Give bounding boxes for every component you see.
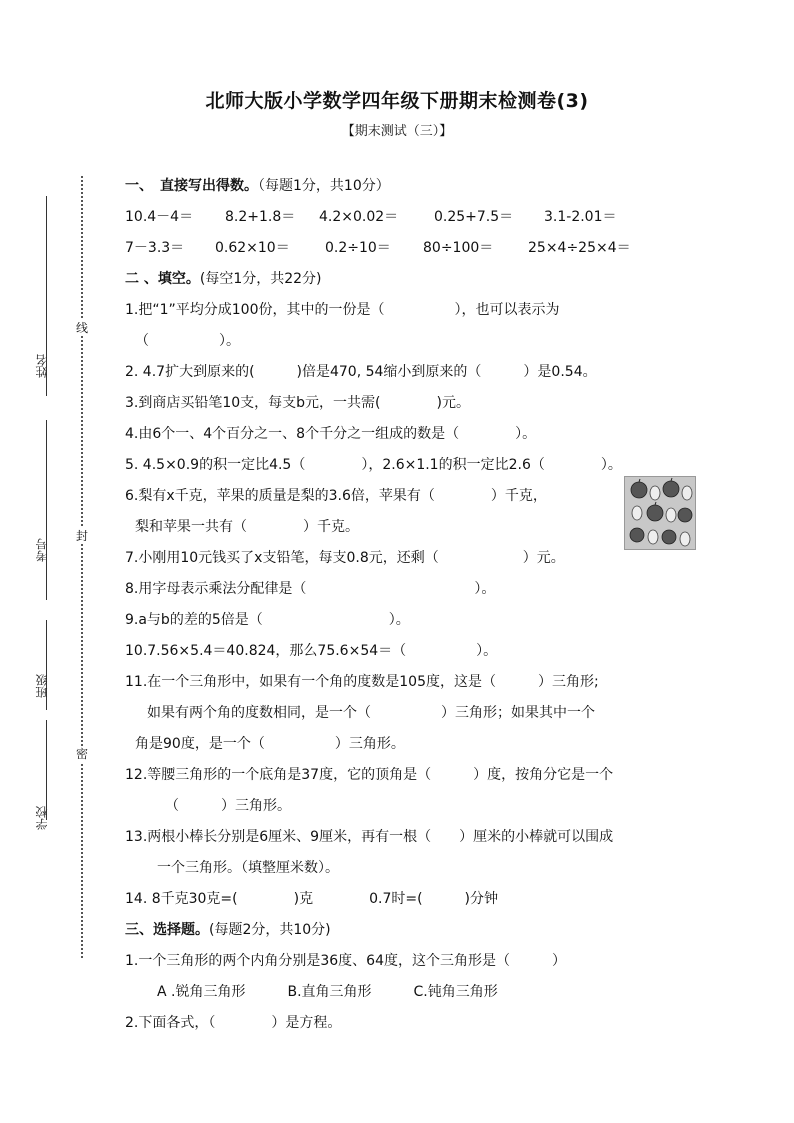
question-line: 11.在一个三角形中，如果有一个角的度数是105度，这是（ ）三角形; [125,674,599,690]
question-line: 4.由6个一、4个百分之一、8个千分之一组成的数是（ ）。 [125,426,537,442]
question-line: 如果有两个角的度数相同，是一个（ ）三角形；如果其中一个 [147,705,595,721]
question-line: 14. 8千克30克=( )克 0.7时=( )分钟 [125,891,499,907]
exam-subtitle: 【期末测试（三）】 [341,124,453,139]
question-line: 7.小刚用10元钱买了x支铅笔，每支0.8元，还剩（ ）元。 [125,550,565,566]
calc-item: 80÷100＝ [423,240,494,256]
calc-item: 7－3.3＝ [125,240,185,256]
apple-pear-pattern-icon [625,477,695,549]
section3-note: (每题2分，共10分) [209,922,331,938]
question-line: （ ）三角形。 [165,798,291,814]
question-line: 12.等腰三角形的一个底角是37度，它的顶角是（ ）度，按角分它是一个 [125,767,614,783]
question-line: 1.把“1”平均分成100份，其中的一份是（ ），也可以表示为 [125,302,560,318]
section2-note: (每空1分，共22分) [199,271,322,287]
question-line: 一个三角形。（填整厘米数）。 [157,860,339,876]
seal-dotted-line [81,176,83,958]
section2-heading [125,267,715,298]
seal-char-seal: 封 [75,529,88,543]
question-line: 10.7.56×5.4＝40.824，那么75.6×54＝（ ）。 [125,643,498,659]
name-label: 姓名 [35,354,49,378]
question-line: 9.a与b的差的5倍是（ ）。 [125,612,410,628]
question-line: （ ）。 [135,333,240,349]
class-label: 班级 [35,674,49,698]
exam-title: 北师大版小学数学四年级下册期末检测卷(3) [205,90,589,112]
section3-heading [125,918,715,949]
section1-heading [125,174,715,205]
school-field-line [46,720,47,820]
section1-note: （每题1分，共10分） [258,178,390,194]
calc-item: 0.25+7.5＝ [434,209,514,225]
question-line: 13.两根小棒长分别是6厘米、9厘米，再有一根（ ）厘米的小棒就可以围成 [125,829,614,845]
calc-item: 25×4÷25×4＝ [528,240,631,256]
id-label: 考号 [35,538,49,562]
question-line: 5. 4.5×0.9的积一定比4.5（ ），2.6×1.1的积一定比2.6（ ）。 [125,457,622,473]
fruit-image [624,476,696,550]
calc-row-2 [125,236,715,267]
calc-item: 10.4－4＝ [125,209,194,225]
question-line: 2.下面各式，（ ）是方程。 [125,1015,342,1031]
calc-item: 8.2+1.8＝ [225,209,296,225]
question-line: 3.到商店买铅笔10支，每支b元，一共需( )元。 [125,395,470,411]
section3-title: 三、选择题。 [125,922,209,938]
exam-content [125,174,715,1042]
calc-row-1 [125,205,715,236]
calc-item: 3.1-2.01＝ [544,209,617,225]
seal-char-secret: 密 [75,747,88,761]
question-line: 梨和苹果一共有（ ）千克。 [135,519,359,535]
school-label: 学校 [35,806,49,830]
section1-title: 一、 直接写出得数。 [125,178,258,194]
question-line: 6.梨有x千克，苹果的质量是梨的3.6倍，苹果有（ ）千克， [125,488,547,504]
question-line: 2. 4.7扩大到原来的( )倍是470, 54缩小到原来的（ ）是0.54。 [125,364,597,380]
seal-char-line: 线 [75,321,88,335]
id-field-line [46,420,47,600]
question-line: 1.一个三角形的两个内角分别是36度、64度，这个三角形是（ ） [125,953,566,969]
calc-item: 0.62×10＝ [215,240,290,256]
choice-options: A .锐角三角形 B.直角三角形 C.钝角三角形 [157,984,498,1000]
question-line: 角是90度，是一个（ ）三角形。 [135,736,405,752]
calc-item: 0.2÷10＝ [325,240,391,256]
question-line: 8.用字母表示乘法分配律是（ ）。 [125,581,496,597]
section2-title: 二 、填空。 [125,271,200,287]
calc-item: 4.2×0.02＝ [319,209,399,225]
